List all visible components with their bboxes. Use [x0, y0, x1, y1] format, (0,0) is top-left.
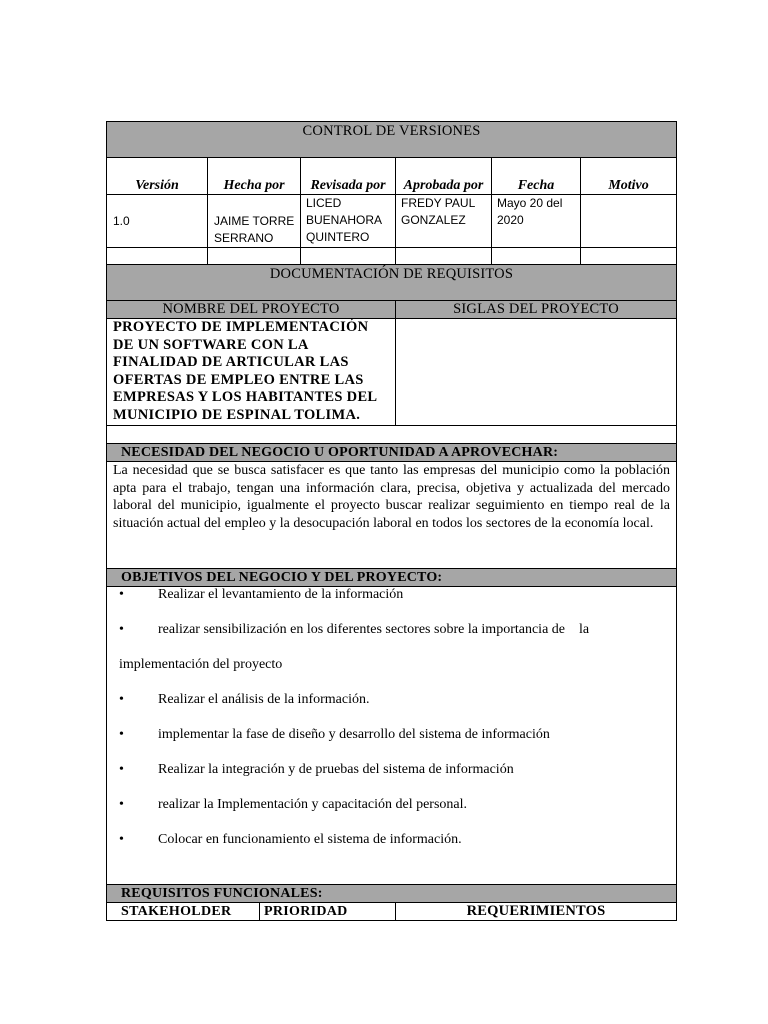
objective-text: realizar la Implementación y capacitación del personal.: [158, 797, 468, 812]
objective-item-continuation: [107, 657, 676, 692]
functional-requirements-table: [106, 902, 677, 921]
functional-title: REQUISITOS FUNCIONALES:: [107, 885, 677, 903]
empty-cell: [492, 248, 581, 265]
objective-item: [107, 622, 676, 657]
need-text: La necesidad que se busca satisfacer es que tanto las empresas del municipio como la población apta para el trabajo, tengan una información clara, precisa, objetiva y actualizada del mercado laboral del municipio, igualmente el proyecto buscar realizar seguimiento en tiempo real de la situación actual del empleo y la desocupación laboral en todos los sectores de la economía local.: [107, 462, 677, 569]
empty-cell: [208, 248, 301, 265]
objective-text: implementación del proyecto: [119, 657, 283, 672]
objective-text: Realizar el levantamiento de la información: [158, 587, 404, 602]
header-date: Fecha: [492, 158, 581, 195]
bullet: •: [119, 622, 124, 637]
objective-text: Realizar la integración y de pruebas del sistema de información: [158, 762, 514, 777]
requirements-doc-title: DOCUMENTACIÓN DE REQUISITOS: [107, 265, 677, 301]
approved-by-line-2: GONZALEZ: [401, 213, 466, 227]
objective-text: Colocar en funcionamiento el sistema de información.: [158, 832, 462, 847]
bullet: •: [119, 587, 124, 602]
made-by-line-1: JAIME TORRE: [214, 214, 295, 228]
bullet: •: [119, 692, 124, 707]
header-stakeholder: STAKEHOLDER: [107, 903, 260, 921]
reviewed-by-line-3: QUINTERO: [306, 230, 370, 244]
objective-item: [107, 797, 676, 832]
objectives-title: OBJETIVOS DEL NEGOCIO Y DEL PROYECTO:: [107, 569, 677, 587]
reviewed-by-line-2: BUENAHORA: [306, 213, 383, 227]
made-by-line-2: SERRANO: [214, 231, 274, 245]
objective-item: [107, 727, 676, 762]
reviewed-by-value: [301, 195, 396, 248]
empty-cell: [301, 248, 396, 265]
project-acronym-header: SIGLAS DEL PROYECTO: [396, 301, 677, 319]
version-control-table: [106, 121, 677, 265]
approved-by-line-1: FREDY PAUL: [401, 196, 476, 210]
objectives-list: [107, 587, 677, 885]
bullet: •: [119, 727, 124, 742]
header-reason: Motivo: [581, 158, 677, 195]
objective-item: [107, 762, 676, 797]
bullet: •: [119, 832, 124, 847]
version-value: 1.0: [107, 195, 208, 248]
empty-cell: [396, 248, 492, 265]
spacer-row: [107, 426, 677, 444]
header-version: Versión: [107, 158, 208, 195]
document-page: [106, 121, 676, 921]
header-approved-by: Aprobada por: [396, 158, 492, 195]
approved-by-value: [396, 195, 492, 248]
bullet: •: [119, 762, 124, 777]
bullet: •: [119, 797, 124, 812]
objective-item: [107, 832, 676, 867]
project-name-header: NOMBRE DEL PROYECTO: [107, 301, 396, 319]
objective-text: Realizar el análisis de la información.: [158, 692, 370, 707]
header-requirements: REQUERIMIENTOS: [396, 903, 677, 921]
objective-text: implementar la fase de diseño y desarrollo del sistema de información: [158, 727, 550, 742]
version-control-title: CONTROL DE VERSIONES: [107, 122, 677, 158]
empty-cell: [581, 248, 677, 265]
project-acronym-value: [396, 319, 677, 426]
header-priority: PRIORIDAD: [260, 903, 396, 921]
project-name-value: PROYECTO DE IMPLEMENTACIÓN DE UN SOFTWARE CON LA FINALIDAD DE ARTICULAR LAS OFERTAS DE EMPLEO ENTRE LAS EMPRESAS Y LOS HABITANTES DEL MUNICIPIO DE ESPINAL TOLIMA.: [107, 319, 396, 426]
reason-value: [581, 195, 677, 248]
made-by-value: [208, 195, 301, 248]
objective-item: [107, 587, 676, 622]
reviewed-by-line-1: LICED: [306, 196, 342, 210]
requirements-table: [106, 264, 677, 903]
date-value: [492, 195, 581, 248]
need-title: NECESIDAD DEL NEGOCIO U OPORTUNIDAD A APROVECHAR:: [107, 444, 677, 462]
date-line-2: 2020: [497, 213, 524, 227]
objective-item: [107, 692, 676, 727]
date-line-1: Mayo 20 del: [497, 196, 563, 210]
objective-text: realizar sensibilización en los diferentes sectores sobre la importancia de la: [158, 622, 590, 637]
empty-cell: [107, 248, 208, 265]
header-made-by: Hecha por: [208, 158, 301, 195]
header-reviewed-by: Revisada por: [301, 158, 396, 195]
